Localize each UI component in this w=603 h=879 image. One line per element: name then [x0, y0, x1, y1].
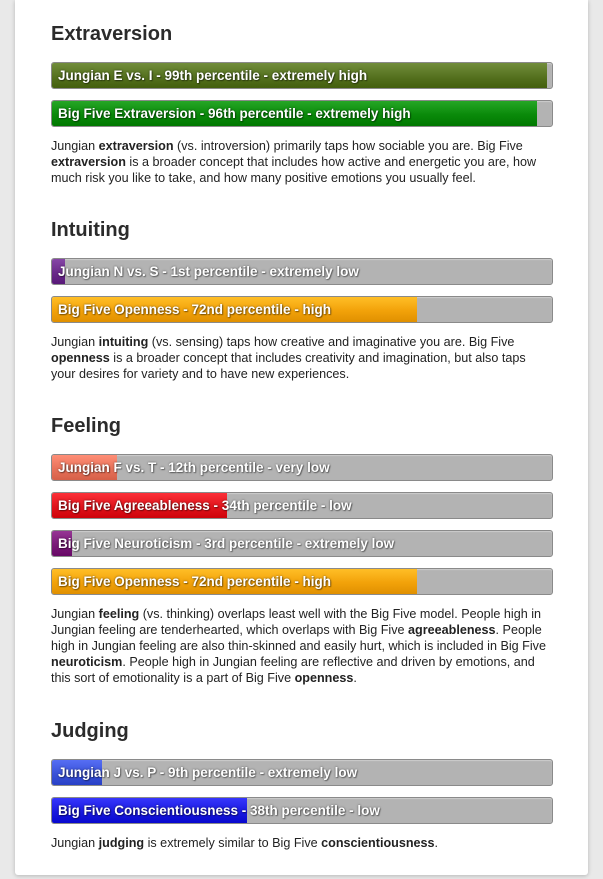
percentile-bar — [51, 296, 553, 323]
section-title: Judging — [51, 720, 129, 742]
bar-label: Jungian F vs. T - 12th percentile - very low — [58, 460, 330, 475]
description-keyword: neuroticism — [51, 655, 123, 669]
description-keyword: openness — [294, 671, 354, 685]
description-keyword: agreeableness — [408, 623, 496, 637]
results-card — [15, 0, 588, 875]
section-description — [51, 606, 553, 686]
description-keyword: judging — [98, 836, 145, 850]
section-description — [51, 835, 553, 851]
description-text: is a broader concept that includes how active and energetic you are, how much risk you like to take, and how many positive emotions you usually feel. — [51, 155, 537, 185]
section-title: Intuiting — [51, 219, 130, 241]
bar-label: Big Five Conscientiousness - 38th percentile - low — [58, 803, 380, 818]
percentile-bar — [51, 258, 553, 285]
description-text: (vs. thinking) overlaps least well with the Big Five model. People high in Jungian feeling are tenderhearted, which overlaps with Big Five — [51, 607, 542, 637]
bar-label: Big Five Openness - 72nd percentile - high — [58, 302, 332, 317]
description-text: . — [434, 836, 439, 850]
bar-label: Big Five Agreeableness - 34th percentile - low — [58, 498, 352, 513]
bar-label: Jungian J vs. P - 9th percentile - extremely low — [58, 765, 358, 780]
section-title: Extraversion — [51, 23, 173, 45]
description-text: (vs. sensing) taps how creative and imaginative you are. Big Five — [148, 335, 515, 349]
description-text: is a broader concept that includes creativity and imagination, but also taps your desires for variety and to have new experiences. — [51, 351, 526, 381]
section-title: Feeling — [51, 415, 122, 437]
percentile-bar — [51, 797, 553, 824]
section-description — [51, 334, 553, 382]
description-keyword: feeling — [98, 607, 140, 621]
description-text: Jungian — [51, 335, 99, 349]
section-intuiting — [51, 218, 553, 382]
section-judging — [51, 719, 553, 851]
bar-label: Jungian N vs. S - 1st percentile - extremely low — [58, 264, 359, 279]
bar-label: Big Five Extraversion - 96th percentile - extremely high — [58, 106, 411, 121]
percentile-bar — [51, 568, 553, 595]
description-text: (vs. introversion) primarily taps how sociable you are. Big Five — [173, 139, 523, 153]
description-keyword: openness — [51, 351, 110, 365]
bar-label: Jungian E vs. I - 99th percentile - extremely high — [58, 68, 368, 83]
description-text: Jungian — [51, 139, 99, 153]
description-keyword: intuiting — [98, 335, 149, 349]
percentile-bar — [51, 759, 553, 786]
percentile-bar — [51, 530, 553, 557]
section-description — [51, 138, 553, 186]
description-text: . People high in Jungian feeling are also thin-skinned and easily hurt, which is included in Big Five — [51, 623, 546, 653]
section-extraversion — [51, 22, 553, 186]
percentile-bar — [51, 454, 553, 481]
description-text: Jungian — [51, 607, 99, 621]
bar-label: Big Five Neuroticism - 3rd percentile - extremely low — [58, 536, 395, 551]
percentile-bar — [51, 100, 553, 127]
description-text: . People high in Jungian feeling are reflective and driven by emotions, and this sort of emotionality is a part of Big Five — [51, 655, 535, 685]
description-keyword: conscientiousness — [321, 836, 435, 850]
percentile-bar — [51, 62, 553, 89]
bar-label: Big Five Openness - 72nd percentile - high — [58, 574, 332, 589]
percentile-bar — [51, 492, 553, 519]
section-feeling — [51, 414, 553, 686]
description-keyword: extraversion — [98, 139, 174, 153]
description-keyword: extraversion — [51, 155, 126, 169]
description-text: Jungian — [51, 836, 99, 850]
description-text: is extremely similar to Big Five — [144, 836, 322, 850]
description-text: . — [353, 671, 357, 685]
